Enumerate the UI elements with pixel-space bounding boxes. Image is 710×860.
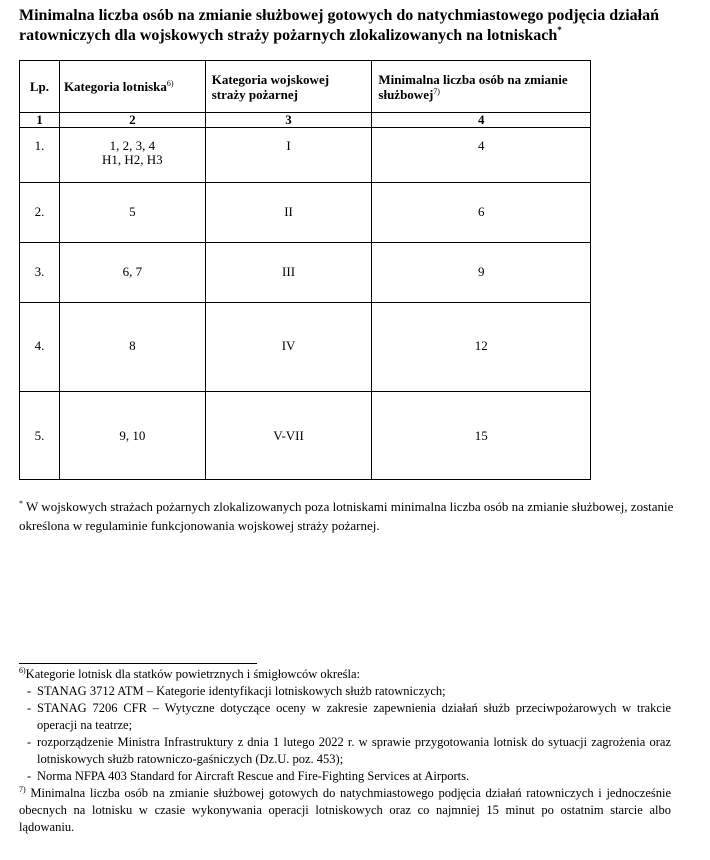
cell-fire-category: I bbox=[205, 128, 372, 183]
footnote-6-marker: 6) bbox=[19, 666, 26, 675]
header-min-persons: Minimalna liczba osób na zmianie służbowej$^{7)}$ bbox=[372, 61, 591, 113]
footnote-ref-6: 6) bbox=[166, 79, 174, 88]
cell-min-persons: 15 bbox=[372, 392, 591, 480]
header-fire-category: Kategoria wojskowej straży pożarnej bbox=[205, 61, 372, 113]
footnote-6-list bbox=[19, 683, 671, 785]
column-number: 3 bbox=[205, 113, 372, 128]
header-airport-category: Kategoria lotniska$^{6)}$ bbox=[59, 61, 205, 113]
header-lp: Lp. bbox=[20, 61, 60, 113]
column-number: 1 bbox=[20, 113, 60, 128]
title-text: Minimalna liczba osób na zmianie służbowej gotowych do natychmiastowego podjęcia działań ratowniczych dla wojskowych straży pożarnych zlokalizowanych na lotniskach bbox=[19, 7, 660, 44]
cell-fire-category: V-VII bbox=[205, 392, 372, 480]
footnote-7: $^{7)}$ Minimalna liczba osób na zmianie służbowej gotowych do natychmiastowego podjęcia działań ratowniczych i jednocześnie obecnych na lotnisku w czasie wykonywania operacji lotniskowych oraz co najmniej 15 minut po ostatnim starcie albo lądowaniu. bbox=[19, 785, 671, 834]
cell-airport-category: 1, 2, 3, 4 H1, H2, H3 bbox=[59, 128, 205, 183]
document-title bbox=[19, 6, 699, 46]
table-row bbox=[20, 128, 591, 183]
column-number: 2 bbox=[59, 113, 205, 128]
column-number: 4 bbox=[372, 113, 591, 128]
cell-lp: 4. bbox=[20, 303, 60, 392]
cell-min-persons: 12 bbox=[372, 303, 591, 392]
table-row bbox=[20, 183, 591, 243]
star-footnote-text: W wojskowych strażach pożarnych zlokalizowanych poza lotniskami minimalna liczba osób na zmianie służbowej, zostanie określona w regulaminie funkcjonowania wojskowej straży pożarnej. bbox=[19, 499, 674, 533]
cell-min-persons: 6 bbox=[372, 183, 591, 243]
table-row bbox=[20, 243, 591, 303]
cell-airport-category: 8 bbox=[59, 303, 205, 392]
list-item: - STANAG 7206 CFR – Wytyczne dotyczące oceny w zakresie zapewnienia działań służb przeciwpożarowych w trakcie operacji na teatrze; bbox=[27, 701, 671, 732]
star-footnote-marker: * bbox=[19, 499, 23, 508]
footnote-separator bbox=[19, 663, 257, 664]
list-item: - Norma NFPA 403 Standard for Aircraft Rescue and Fire-Fighting Services at Airports. bbox=[27, 769, 470, 783]
cell-fire-category: IV bbox=[205, 303, 372, 392]
table-header-row bbox=[20, 61, 591, 113]
cell-airport-category: 5 bbox=[59, 183, 205, 243]
footnote-ref-7: 7) bbox=[433, 86, 440, 96]
cell-min-persons: 9 bbox=[372, 243, 591, 303]
footnote-6-intro: $^{6)}$Kategorie lotnisk dla statków powietrznych i śmigłowców określa: bbox=[19, 666, 360, 681]
cell-lp: 1. bbox=[20, 128, 60, 183]
staffing-table bbox=[19, 60, 591, 480]
footnotes bbox=[19, 666, 671, 836]
cell-lp: 5. bbox=[20, 392, 60, 480]
star-footnote bbox=[19, 497, 691, 535]
column-number-row bbox=[20, 113, 591, 128]
cell-lp: 3. bbox=[20, 243, 60, 303]
cell-fire-category: II bbox=[205, 183, 372, 243]
cell-min-persons: 4 bbox=[372, 128, 591, 183]
cell-airport-category: 6, 7 bbox=[59, 243, 205, 303]
table-row bbox=[20, 303, 591, 392]
title-footnote-marker: * bbox=[557, 25, 562, 35]
cell-airport-category: 9, 10 bbox=[59, 392, 205, 480]
footnote-7-marker: 7) bbox=[19, 785, 26, 794]
list-item: - STANAG 3712 ATM – Kategorie identyfikacji lotniskowych służb ratowniczych; bbox=[27, 684, 446, 698]
list-item: - rozporządzenie Ministra Infrastruktury z dnia 1 lutego 2022 r. w sprawie przygotowania lotnisk do sytuacji zagrożenia oraz lotniskowych służb ratowniczo-gaśniczych (Dz.U. poz. 453); bbox=[27, 735, 671, 766]
cell-lp: 2. bbox=[20, 183, 60, 243]
cell-fire-category: III bbox=[205, 243, 372, 303]
table-row bbox=[20, 392, 591, 480]
